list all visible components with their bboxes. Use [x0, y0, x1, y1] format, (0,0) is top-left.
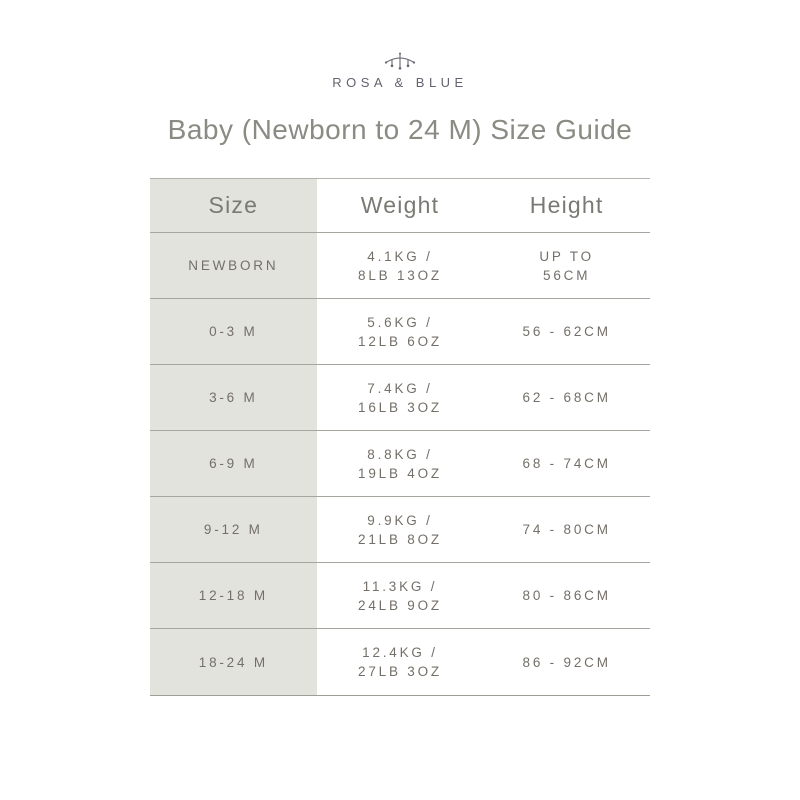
- height-cell: [483, 233, 650, 298]
- height-cell: [483, 563, 650, 628]
- header-cell-weight: Weight: [360, 192, 440, 218]
- size-cell: 0-3 M: [150, 299, 317, 364]
- weight-line: 19LB 4OZ: [358, 465, 442, 481]
- height-cell: [483, 299, 650, 364]
- height-line: 74 - 80CM: [522, 522, 611, 537]
- table-header-row: [150, 179, 650, 233]
- table-row-18-24m: [150, 629, 650, 695]
- table-row-6-9m: [150, 431, 650, 497]
- weight-cell: [317, 431, 484, 496]
- weight-line: 7.4KG /: [367, 380, 433, 396]
- size-cell: 18-24 M: [150, 629, 317, 695]
- height-cell: [483, 497, 650, 562]
- table-row-3-6m: [150, 365, 650, 431]
- brand-name: ROSA & BLUE: [332, 75, 468, 90]
- size-cell: 3-6 M: [150, 365, 317, 430]
- size-cell: 9-12 M: [150, 497, 317, 562]
- height-cell: [483, 431, 650, 496]
- weight-line: 4.1KG /: [367, 248, 433, 264]
- weight-line: 16LB 3OZ: [358, 399, 442, 415]
- height-line: 86 - 92CM: [522, 654, 611, 670]
- weight-cell: [317, 233, 484, 298]
- header-cell-size: Size: [150, 179, 317, 232]
- table-row-9-12m: [150, 497, 650, 563]
- weight-line: 12LB 6OZ: [358, 333, 442, 349]
- table-row-12-18m: [150, 563, 650, 629]
- height-line: 80 - 86CM: [522, 588, 611, 603]
- weight-cell: [317, 299, 484, 364]
- size-cell: NEWBORN: [150, 233, 317, 298]
- height-cell: [483, 365, 650, 430]
- weight-cell: [317, 629, 484, 695]
- weight-cell: [317, 497, 484, 562]
- weight-line: 9.9KG /: [367, 512, 433, 528]
- height-line: 68 - 74CM: [522, 456, 611, 471]
- weight-line: 27LB 3OZ: [358, 664, 442, 679]
- height-line: 56CM: [543, 267, 591, 283]
- size-cell: 6-9 M: [150, 431, 317, 496]
- weight-line: 24LB 9OZ: [358, 597, 442, 613]
- height-line: 62 - 68CM: [522, 390, 611, 405]
- weight-line: 5.6KG /: [367, 314, 433, 330]
- weight-cell: [317, 365, 484, 430]
- header-cell-height: Height: [529, 192, 604, 218]
- size-guide-table: [150, 178, 650, 696]
- weight-line: 8LB 13OZ: [358, 267, 442, 283]
- weight-line: 21LB 8OZ: [358, 531, 442, 547]
- weight-cell: [317, 563, 484, 628]
- baby-mobile-icon: [382, 52, 418, 71]
- page-title: Baby (Newborn to 24 M) Size Guide: [167, 114, 633, 145]
- table-row-newborn: [150, 233, 650, 299]
- weight-line: 12.4KG /: [362, 645, 438, 660]
- brand-logo: [0, 52, 800, 90]
- table-row-0-3m: [150, 299, 650, 365]
- size-cell: 12-18 M: [150, 563, 317, 628]
- weight-line: 8.8KG /: [367, 446, 433, 462]
- weight-line: 11.3KG /: [362, 578, 438, 594]
- height-cell: [483, 629, 650, 695]
- height-line: 56 - 62CM: [522, 324, 611, 339]
- height-line: UP TO: [539, 248, 594, 264]
